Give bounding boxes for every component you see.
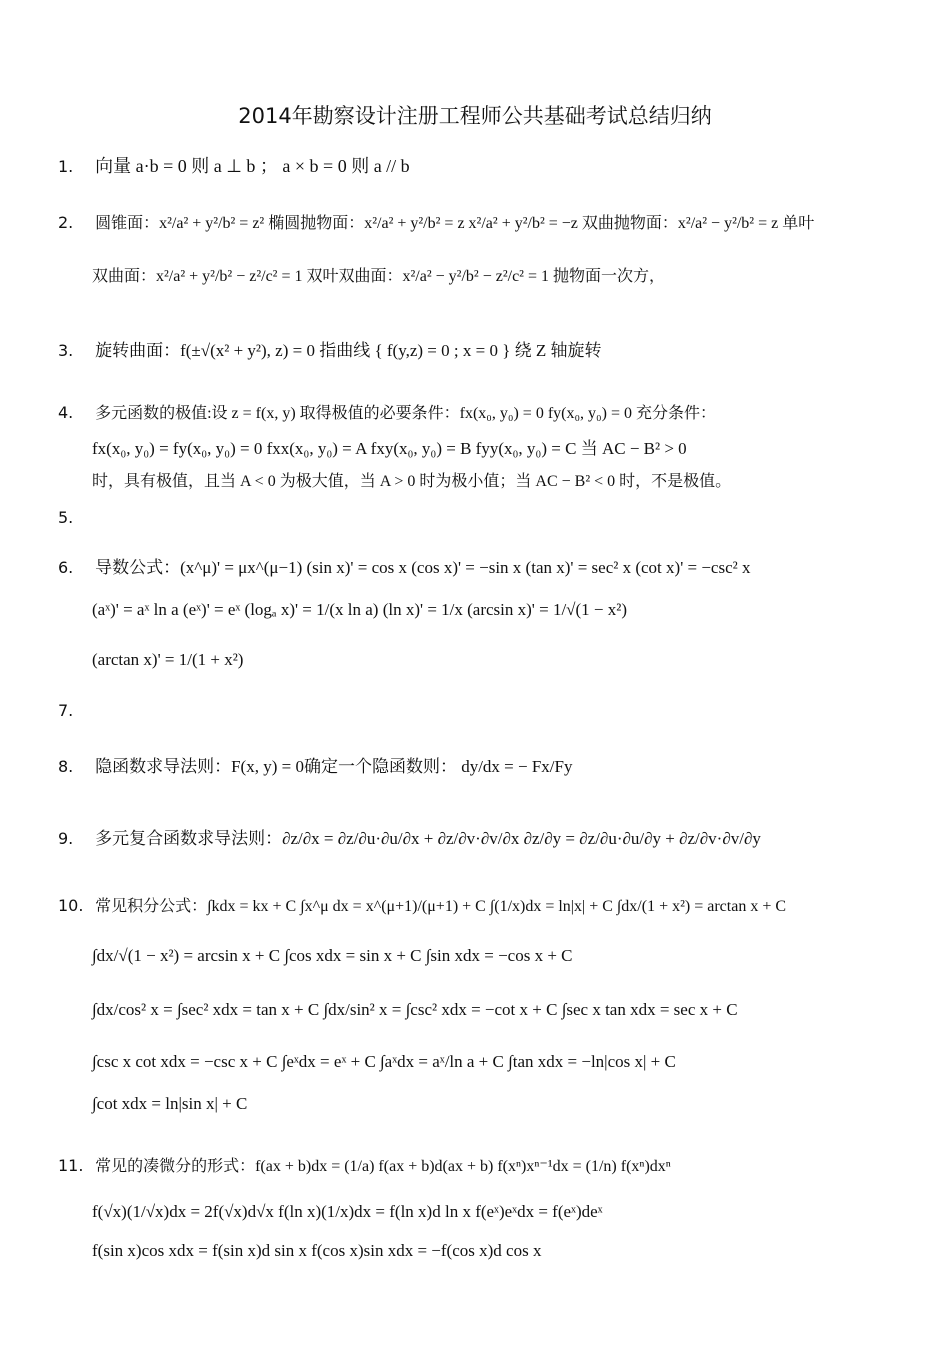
page-title: 2014年勘察设计注册工程师公共基础考试总结归纳 (238, 104, 712, 128)
item-number: 1. (58, 157, 74, 176)
item-10 (58, 893, 786, 916)
item-number: 6. (58, 558, 74, 577)
formula-line: 隐函数求导法则：F(x, y) = 0确定一个隐函数则： dy/dx = − Fx/Fy (95, 757, 573, 776)
item-3 (58, 336, 602, 361)
item-number: 2. (58, 213, 74, 232)
formula-line: ∫cot xdx = ln|sin x| + C (92, 1094, 248, 1113)
formula-line: (arctan x)' = 1/(1 + x²) (92, 650, 244, 669)
item-7 (58, 701, 90, 720)
item-10-line-2 (92, 946, 573, 966)
item-10-line-4 (92, 1052, 676, 1072)
formula-line: fx(x₀, y₀) = fy(x₀, y₀) = 0 fxx(x₀, y₀) = A fxy(x₀, y₀) = B fyy(x₀, y₀) = C 当 AC − B² > 0 (92, 439, 687, 458)
item-2 (58, 210, 814, 233)
formula-line: ∫csc x cot xdx = −csc x + C ∫eˣdx = eˣ + C ∫aˣdx = aˣ/ln a + C ∫tan xdx = −ln|cos x| + C (92, 1052, 676, 1071)
formula-line: f(sin x)cos xdx = f(sin x)d sin x f(cos x)sin xdx = −f(cos x)d cos x (92, 1241, 542, 1260)
formula-line: ∫dx/√(1 − x²) = arcsin x + C ∫cos xdx = sin x + C ∫sin xdx = −cos x + C (92, 946, 573, 965)
formula-line: ∫dx/cos² x = ∫sec² xdx = tan x + C ∫dx/sin² x = ∫csc² xdx = −cot x + C ∫sec x tan xdx = sec x + C (92, 1000, 738, 1019)
item-8 (58, 752, 573, 777)
item-9 (58, 824, 761, 849)
item-11-line-2 (92, 1202, 603, 1222)
formula-line: (aˣ)' = aˣ ln a (eˣ)' = eˣ (logₐ x)' = 1/(x ln a) (ln x)' = 1/x (arcsin x)' = 1/√(1 − x²) (92, 600, 628, 619)
item-2-line-2 (92, 263, 665, 286)
formula-line: f(√x)(1/√x)dx = 2f(√x)d√x f(ln x)(1/x)dx = f(ln x)d ln x f(eˣ)eˣdx = f(eˣ)deˣ (92, 1202, 603, 1221)
item-11-line-3 (92, 1241, 541, 1261)
item-6-line-3 (92, 650, 243, 670)
item-6-line-2 (92, 600, 627, 620)
formula-line: 时，具有极值，且当 A < 0 为极大值，当 A > 0 时为极小值；当 AC − B² < 0 时，不是极值。 (92, 473, 732, 490)
item-4-line-2 (92, 434, 687, 459)
formula-line: 多元复合函数求导法则：∂z/∂x = ∂z/∂u·∂u/∂x + ∂z/∂v·∂v/∂x ∂z/∂y = ∂z/∂u·∂u/∂y + ∂z/∂v·∂v/∂y (95, 829, 761, 848)
item-5 (58, 508, 90, 527)
item-number: 11. (58, 1156, 84, 1175)
item-number: 3. (58, 341, 74, 360)
item-11 (58, 1153, 671, 1176)
item-number: 10. (58, 896, 84, 915)
item-10-line-5 (92, 1094, 247, 1114)
item-number: 4. (58, 403, 74, 422)
item-number: 8. (58, 757, 74, 776)
formula-line: 导数公式：(x^μ)' = μx^(μ−1) (sin x)' = cos x (cos x)' = −sin x (tan x)' = sec² x (cot x)' = −csc² x (95, 558, 751, 577)
item-number: 5. (58, 508, 74, 527)
formula-line: 多元函数的极值:设 z = f(x, y) 取得极值的必要条件：fx(x₀, y₀) = 0 fy(x₀, y₀) = 0 充分条件： (95, 405, 716, 422)
formula-line: 向量 a·b = 0 则 a ⊥ b ； a × b = 0 则 a // b (95, 156, 410, 176)
item-number: 9. (58, 829, 74, 848)
formula-line: 常见积分公式：∫kdx = kx + C ∫x^μ dx = x^(μ+1)/(μ+1) + C ∫(1/x)dx = ln|x| + C ∫dx/(1 + x²) = arctan x + C (95, 898, 787, 915)
formula-line: 旋转曲面：f(±√(x² + y²), z) = 0 指曲线 { f(y,z) = 0 ; x = 0 } 绕 Z 轴旋转 (95, 341, 602, 360)
item-1 (58, 152, 410, 178)
item-4 (58, 400, 716, 423)
item-10-line-3 (92, 1000, 738, 1020)
formula-line: 圆锥面：x²/a² + y²/b² = z² 椭圆抛物面：x²/a² + y²/b² = z x²/a² + y²/b² = −z 双曲抛物面：x²/a² − y²/b² = z 单叶 (95, 215, 815, 232)
formula-line: 双曲面：x²/a² + y²/b² − z²/c² = 1 双叶双曲面：x²/a² − y²/b² − z²/c² = 1 抛物面一次方， (92, 268, 665, 285)
formula-line: 常见的凑微分的形式：f(ax + b)dx = (1/a) f(ax + b)d(ax + b) f(xⁿ)xⁿ⁻¹dx = (1/n) f(xⁿ)dxⁿ (95, 1158, 671, 1175)
item-6 (58, 553, 750, 578)
item-number: 7. (58, 701, 74, 720)
item-4-line-3 (92, 468, 731, 491)
